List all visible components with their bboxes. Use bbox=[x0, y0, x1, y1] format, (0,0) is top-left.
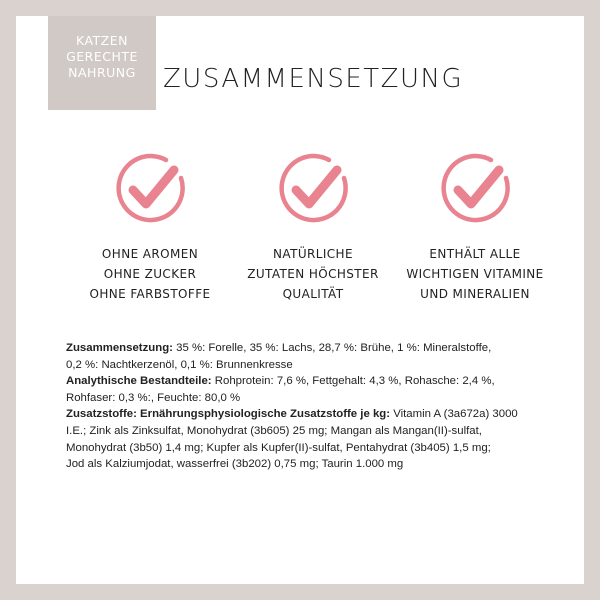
additives-label: Zusatzstoffe: Ernährungsphysiologische Zusatzstoffe je kg: bbox=[66, 408, 391, 421]
composition-text: 0,2 %: Nachtkerzenöl, 0,1 %: Brunnenkresse bbox=[66, 358, 293, 371]
feature-line: OHNE FARBSTOFFE bbox=[89, 287, 211, 301]
composition-label: Zusammensetzung: bbox=[66, 342, 173, 354]
feature-line: OHNE AROMEN bbox=[101, 247, 199, 261]
cat-food-badge bbox=[48, 16, 156, 110]
product-info-card bbox=[16, 16, 584, 584]
additives-text: I.E.; Zink als Zinksulfat, Monohydrat (3b605) 25 mg; Mangan als Mangan(II)-sulfat, bbox=[66, 424, 482, 437]
feature-line: OHNE ZUCKER bbox=[103, 267, 197, 281]
feature-vitamins-minerals bbox=[380, 148, 570, 304]
analytical-section bbox=[66, 373, 546, 406]
additives-text: Monohydrat (3b50) 1,4 mg; Kupfer als Kupfer(II)-sulfat, Pentahydrat (3b405) 1,5 mg; bbox=[66, 441, 491, 454]
check-circle-icon bbox=[108, 148, 192, 232]
composition-section bbox=[66, 340, 546, 373]
feature-line: UND MINERALIEN bbox=[420, 287, 530, 301]
feature-line: QUALITÄT bbox=[282, 287, 344, 301]
check-circle-icon bbox=[271, 148, 355, 232]
additives-text: Jod als Kalziumjodat, wasserfrei (3b202) 0,75 mg; Taurin 1.000 mg bbox=[66, 458, 404, 471]
page-title: ZUSAMMENSETZUNG bbox=[163, 64, 464, 94]
analytical-label: Analythische Bestandteile: bbox=[66, 375, 212, 388]
composition-details bbox=[66, 340, 546, 473]
feature-text bbox=[55, 244, 245, 304]
feature-text bbox=[380, 244, 570, 304]
badge-line-3: NAHRUNG bbox=[68, 65, 136, 80]
feature-line: WICHTIGEN VITAMINE bbox=[406, 267, 544, 281]
badge-line-1: KATZEN bbox=[75, 33, 128, 48]
analytical-text: Rohfaser: 0,3 %:, Feuchte: 80,0 % bbox=[66, 391, 241, 404]
feature-line: ZUTATEN HÖCHSTER bbox=[247, 267, 379, 281]
additives-text: Vitamin A (3a672a) 3000 bbox=[393, 408, 518, 421]
feature-no-additives bbox=[55, 148, 245, 304]
analytical-text: Rohprotein: 7,6 %, Fettgehalt: 4,3 %, Rohasche: 2,4 %, bbox=[214, 375, 495, 388]
check-circle-icon bbox=[433, 148, 517, 232]
feature-line: ENTHÄLT ALLE bbox=[429, 247, 521, 261]
additives-section bbox=[66, 406, 546, 472]
composition-text: 35 %: Forelle, 35 %: Lachs, 28,7 %: Brühe, 1 %: Mineralstoffe, bbox=[176, 342, 492, 354]
feature-line: NATÜRLICHE bbox=[273, 247, 353, 261]
badge-line-2: GERECHTE bbox=[66, 49, 138, 64]
